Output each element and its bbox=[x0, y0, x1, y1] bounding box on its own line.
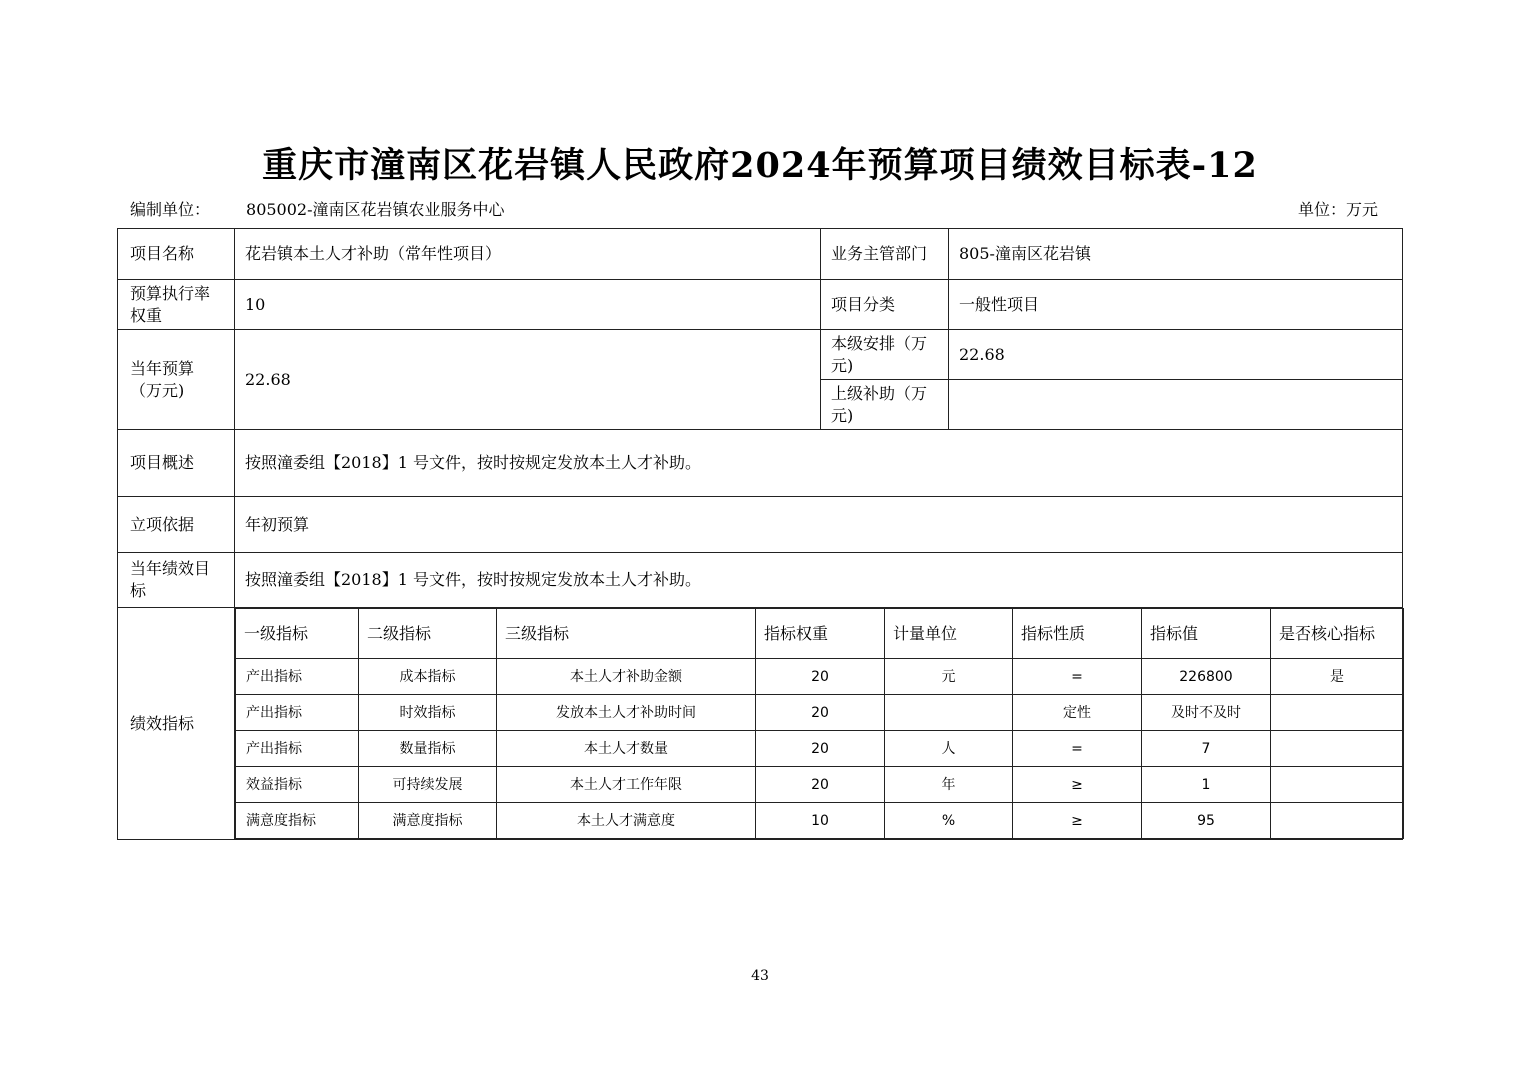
local-value: 22.68 bbox=[949, 330, 1403, 380]
project-name-label: 项目名称 bbox=[118, 229, 235, 280]
perf-cell bbox=[1271, 695, 1404, 731]
perf-cell: 本土人才补助金额 bbox=[497, 659, 756, 695]
perf-header-value: 指标值 bbox=[1142, 609, 1271, 659]
budget-value: 22.68 bbox=[235, 330, 821, 430]
unit-label: 单位：万元 bbox=[1298, 200, 1379, 219]
perf-cell: ≥ bbox=[1013, 803, 1142, 839]
perf-cell: 10 bbox=[756, 803, 885, 839]
perf-cell: 本土人才数量 bbox=[497, 731, 756, 767]
budget-label: 当年预算（万元) bbox=[118, 330, 235, 430]
table-row bbox=[236, 731, 1404, 767]
perf-label: 绩效指标 bbox=[118, 608, 235, 840]
category-label: 项目分类 bbox=[821, 280, 949, 330]
local-label: 本级安排（万元) bbox=[821, 330, 949, 380]
perf-header-core: 是否核心指标 bbox=[1271, 609, 1404, 659]
perf-cell: 本土人才工作年限 bbox=[497, 767, 756, 803]
category-value: 一般性项目 bbox=[949, 280, 1403, 330]
perf-cell: 产出指标 bbox=[236, 659, 359, 695]
perf-indicator-table bbox=[235, 608, 1404, 839]
basis-label: 立项依据 bbox=[118, 497, 235, 553]
perf-cell: 定性 bbox=[1013, 695, 1142, 731]
perf-indicator-cell bbox=[235, 608, 1403, 840]
perf-cell: 及时不及时 bbox=[1142, 695, 1271, 731]
table-row bbox=[236, 659, 1404, 695]
perf-cell: 时效指标 bbox=[359, 695, 497, 731]
perf-cell bbox=[885, 695, 1013, 731]
perf-cell bbox=[1271, 767, 1404, 803]
org-label: 编制单位： bbox=[130, 200, 211, 219]
weight-value: 10 bbox=[235, 280, 821, 330]
upper-label: 上级补助（万元) bbox=[821, 380, 949, 430]
perf-header-level3: 三级指标 bbox=[497, 609, 756, 659]
perf-cell: 数量指标 bbox=[359, 731, 497, 767]
weight-label: 预算执行率权重 bbox=[118, 280, 235, 330]
perf-cell bbox=[1271, 731, 1404, 767]
org-value: 805002-潼南区花岩镇农业服务中心 bbox=[246, 200, 505, 219]
perf-header-unit: 计量单位 bbox=[885, 609, 1013, 659]
perf-cell: 20 bbox=[756, 659, 885, 695]
perf-cell: 成本指标 bbox=[359, 659, 497, 695]
perf-cell: 产出指标 bbox=[236, 731, 359, 767]
perf-header-weight: 指标权重 bbox=[756, 609, 885, 659]
perf-cell: 年 bbox=[885, 767, 1013, 803]
perf-cell: 7 bbox=[1142, 731, 1271, 767]
page-number: 43 bbox=[751, 968, 769, 984]
dept-label: 业务主管部门 bbox=[821, 229, 949, 280]
perf-header-level2: 二级指标 bbox=[359, 609, 497, 659]
basis-value: 年初预算 bbox=[235, 497, 1403, 553]
perf-cell: 满意度指标 bbox=[359, 803, 497, 839]
perf-cell: ≥ bbox=[1013, 767, 1142, 803]
perf-cell: 产出指标 bbox=[236, 695, 359, 731]
perf-cell: 20 bbox=[756, 767, 885, 803]
table-row bbox=[236, 803, 1404, 839]
perf-cell: = bbox=[1013, 659, 1142, 695]
org-line bbox=[130, 197, 505, 220]
perf-header-level1: 一级指标 bbox=[236, 609, 359, 659]
perf-cell: 元 bbox=[885, 659, 1013, 695]
perf-cell: 20 bbox=[756, 731, 885, 767]
perf-cell bbox=[1271, 803, 1404, 839]
table-row bbox=[236, 695, 1404, 731]
perf-cell: 满意度指标 bbox=[236, 803, 359, 839]
overview-value: 按照潼委组【2018】1 号文件，按时按规定发放本土人才补助。 bbox=[235, 430, 1403, 497]
overview-label: 项目概述 bbox=[118, 430, 235, 497]
perf-cell: 发放本土人才补助时间 bbox=[497, 695, 756, 731]
perf-cell: % bbox=[885, 803, 1013, 839]
dept-value: 805-潼南区花岩镇 bbox=[949, 229, 1403, 280]
perf-cell: 可持续发展 bbox=[359, 767, 497, 803]
page-title: 重庆市潼南区花岩镇人民政府2024年预算项目绩效目标表-12 bbox=[262, 145, 1258, 186]
upper-value bbox=[949, 380, 1403, 430]
perf-cell: 本土人才满意度 bbox=[497, 803, 756, 839]
perf-cell: = bbox=[1013, 731, 1142, 767]
table-row bbox=[236, 767, 1404, 803]
perf-cell: 226800 bbox=[1142, 659, 1271, 695]
perf-cell: 95 bbox=[1142, 803, 1271, 839]
project-name-value: 花岩镇本土人才补助（常年性项目） bbox=[235, 229, 821, 280]
perf-header-nature: 指标性质 bbox=[1013, 609, 1142, 659]
perf-cell: 1 bbox=[1142, 767, 1271, 803]
perf-cell: 20 bbox=[756, 695, 885, 731]
perf-cell: 人 bbox=[885, 731, 1013, 767]
perf-cell: 效益指标 bbox=[236, 767, 359, 803]
goal-value: 按照潼委组【2018】1 号文件，按时按规定发放本土人才补助。 bbox=[235, 553, 1403, 608]
perf-header-row bbox=[236, 609, 1404, 659]
goal-label: 当年绩效目标 bbox=[118, 553, 235, 608]
perf-cell: 是 bbox=[1271, 659, 1404, 695]
performance-target-table bbox=[117, 228, 1403, 840]
